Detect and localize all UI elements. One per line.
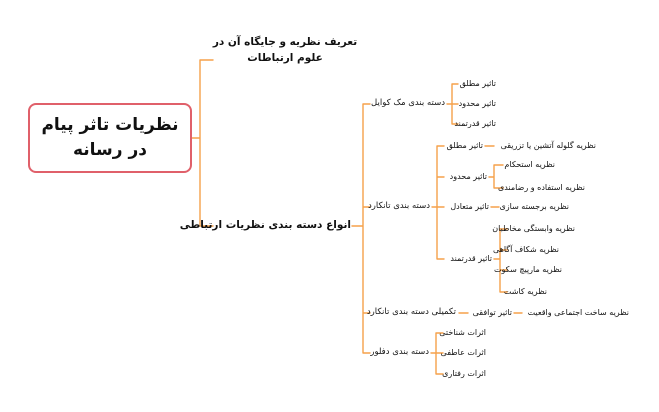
connector-powerful [494, 229, 507, 292]
defleur-behavioral[interactable]: اثرات رفتاری [442, 369, 486, 378]
connector-tankard-sub [432, 146, 444, 259]
category-defleur[interactable]: دسته بندی دفلور [370, 347, 429, 357]
root-topic[interactable]: نظریات تاثر پیام در رسانه [28, 103, 192, 173]
mcquail-item-limited[interactable]: تاثیر محدود [458, 99, 496, 108]
mcquail-item-absolute[interactable]: تاثیر مطلق [459, 79, 496, 88]
tankard-absolute[interactable]: تاثیر مطلق [446, 141, 483, 150]
category-complementary[interactable]: تکمیلی دسته بندی تانکارد [366, 307, 456, 317]
theory-spiral-of-silence[interactable]: نظریه مارپیچ سکوت [494, 265, 562, 274]
theory-magic-bullet[interactable]: نظریه گلوله آتشین یا تزریقی [500, 141, 596, 150]
theory-uses-gratifications[interactable]: نظریه استفاده و رضامندی [497, 183, 585, 192]
defleur-cognitive[interactable]: اثرات شناختی [439, 328, 486, 337]
category-tankard[interactable]: دسته بندی تانکارد [368, 201, 430, 211]
theory-knowledge-gap[interactable]: نظریه شکاف آگاهی [492, 245, 559, 254]
defleur-affective[interactable]: اثرات عاطفی [440, 348, 486, 357]
theory-dependency[interactable]: نظریه وابستگی مخاطبان [492, 224, 575, 233]
theory-reinforcement[interactable]: نظریه استحکام [504, 160, 555, 169]
tankard-moderate[interactable]: تاثیر متعادل [450, 202, 489, 211]
theory-social-construction[interactable]: نظریه ساخت اجتماعی واقعیت [527, 308, 629, 317]
connector-root-branches [192, 60, 213, 226]
tankard-consensus[interactable]: تاثیر توافقی [472, 308, 512, 317]
theory-cultivation[interactable]: نظریه کاشت [503, 287, 547, 296]
tankard-powerful[interactable]: تاثیر قدرتمند [450, 254, 492, 263]
theory-agenda-setting[interactable]: نظریه برجسته سازی [499, 202, 569, 211]
tankard-limited[interactable]: تاثیر محدود [449, 172, 487, 181]
connector-mcquail-leaves [447, 84, 458, 124]
category-mcquail[interactable]: دسته بندی مک کوایل [371, 98, 445, 108]
branch-types[interactable]: انواع دسته بندی نظریات ارتباطی [179, 219, 351, 231]
mcquail-item-powerful[interactable]: تاثیر قدرتمند [454, 119, 496, 128]
branch-definition[interactable]: تعریف نظریه و جایگاه آن در علوم ارتباطات [212, 36, 358, 65]
